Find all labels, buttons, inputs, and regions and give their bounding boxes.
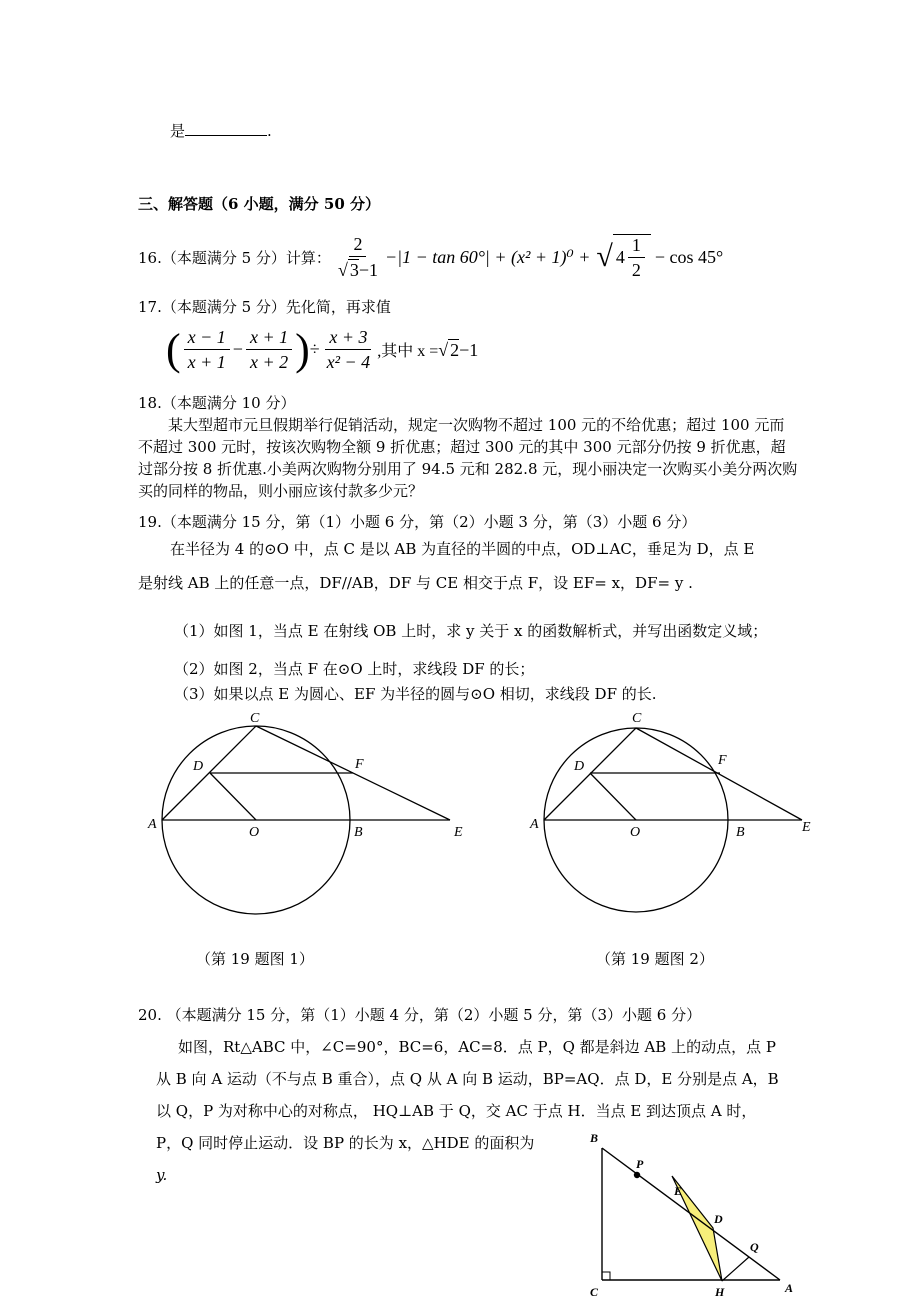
question-16 xyxy=(138,234,723,280)
fig1-label-C: C xyxy=(250,711,260,726)
fig1-label-B: B xyxy=(354,825,363,840)
fig3-label-H: H xyxy=(715,1285,725,1299)
q16-term2: −|1 − tan 60°| + (x² + 1)⁰ + xyxy=(384,246,591,267)
q16-term3: − cos 45° xyxy=(654,246,724,267)
q20-line5: y. xyxy=(156,1166,168,1184)
fig1-label-F: F xyxy=(355,757,364,772)
fig2-label-D: D xyxy=(574,759,585,774)
fig1-line-OD xyxy=(210,773,256,820)
fig2-line-OD xyxy=(590,773,636,820)
q19-label: 19.（本题满分 15 分，第（1）小题 6 分，第（2）小题 3 分，第（3）小题 6 分） xyxy=(138,513,697,531)
fig2-line-CE xyxy=(636,728,802,820)
q18-body: 某大型超市元旦假期举行促销活动，规定一次购物不超过 100 元的不给优惠；超过 100 元而不超过 300 元时，按该次购物全额 9 折优惠；超过 300 元的其中 300 元部分仍按 9 折优惠，超过部分按 8 折优惠.小美两次购物分别用了 94.5 元和 282.8 元，现小丽决定一次购买小美分两次购买的同样的物品，则小丽应该付款多少元？ xyxy=(138,416,798,500)
right-angle-mark xyxy=(602,1272,610,1280)
q16-label: 16.（本题满分 5 分）计算： xyxy=(138,248,331,267)
q19-figure-1 xyxy=(0,700,480,940)
q19-line1: 在半径为 4 的⊙O 中，点 C 是以 AB 为直径的半圆的中点，OD⊥AC，垂足为 D，点 E xyxy=(170,540,755,558)
fig2-label-E: E xyxy=(802,820,811,835)
q16-sqrt-term: √ 4 $\frac{1}{2}$ xyxy=(596,234,650,280)
fig3-label-Q: Q xyxy=(750,1240,759,1254)
q18-label: 18.（本题满分 10 分） xyxy=(138,394,296,412)
answer-blank[interactable] xyxy=(185,121,267,136)
fig1-label-E: E xyxy=(454,825,463,840)
fig2-label-B: B xyxy=(736,825,745,840)
fig1-label-O: O xyxy=(249,825,260,840)
fig2-label-O: O xyxy=(630,825,641,840)
q20-line3: 以 Q，P 为对称中心的对称点， HQ⊥AB 于 Q，交 AC 于点 H．当点 E 到达顶点 A 时， xyxy=(156,1102,757,1120)
side-AB xyxy=(602,1148,780,1280)
q19-figure-2 xyxy=(480,700,820,940)
point-P xyxy=(634,1172,640,1178)
fig2-caption: （第 19 题图 2） xyxy=(596,950,714,968)
q20-line4: P，Q 同时停止运动．设 BP 的长为 x，△HDE 的面积为 xyxy=(156,1134,535,1152)
fig3-label-B: B xyxy=(590,1131,599,1145)
fig3-label-C: C xyxy=(590,1285,599,1299)
fig2-label-A: A xyxy=(530,817,539,832)
fig1-label-A: A xyxy=(148,817,157,832)
fig2-label-C: C xyxy=(632,711,642,726)
section-title: 三、解答题（6 小题，满分 50 分） xyxy=(138,195,380,213)
fig1-caption: （第 19 题图 1） xyxy=(196,950,314,968)
q17-label: 17.（本题满分 5 分）先化简，再求值 xyxy=(138,298,391,316)
q17-expression: ( $\frac{x - 1}{x + 1}$ − $\frac{x + 1}{x + 2}$ ) ÷ $\frac{x + 3}{\text{x² − 4}}$ ,其中 x = √ 2−1 xyxy=(166,324,479,374)
fig3-label-P: P xyxy=(636,1157,644,1171)
fig3-label-A: A xyxy=(785,1281,794,1295)
line-HQ xyxy=(722,1257,749,1281)
fig3-label-D: D xyxy=(714,1212,723,1226)
fig3-label-E: E xyxy=(674,1184,683,1198)
q20-line2: 从 B 向 A 运动（不与点 B 重合），点 Q 从 A 向 B 运动，BP=AQ．点 D，E 分别是点 A，B xyxy=(156,1070,779,1088)
q20-line1: 如图，Rt△ABC 中，∠C=90°，BC=6，AC=8．点 P，Q 都是斜边 AB 上的动点，点 P xyxy=(178,1038,776,1056)
q20-label: 20. （本题满分 15 分，第（1）小题 4 分，第（2）小题 5 分，第（3）小题 6 分） xyxy=(138,1006,702,1024)
q16-fraction: $\frac{2}{√ 3-1}$ xyxy=(337,234,378,280)
fig1-label-D: D xyxy=(193,759,204,774)
q19-sub3: （3）如果以点 E 为圆心、EF 为半径的圆与⊙O 相切，求线段 DF 的长. xyxy=(174,685,657,703)
fig2-label-F: F xyxy=(718,753,727,768)
q19-line2: 是射线 AB 上的任意一点，DF//AB，DF 与 CE 相交于点 F，设 EF= x，DF= y . xyxy=(138,574,693,592)
q19-sub1: （1）如图 1，当点 E 在射线 OB 上时，求 y 关于 x 的函数解析式，并写出函数定义域； xyxy=(174,622,768,640)
answer-blank-line: 是 . xyxy=(170,122,272,140)
q20-figure xyxy=(580,1126,810,1302)
q19-sub2: （2）如图 2，当点 F 在⊙O 上时，求线段 DF 的长； xyxy=(174,660,535,678)
